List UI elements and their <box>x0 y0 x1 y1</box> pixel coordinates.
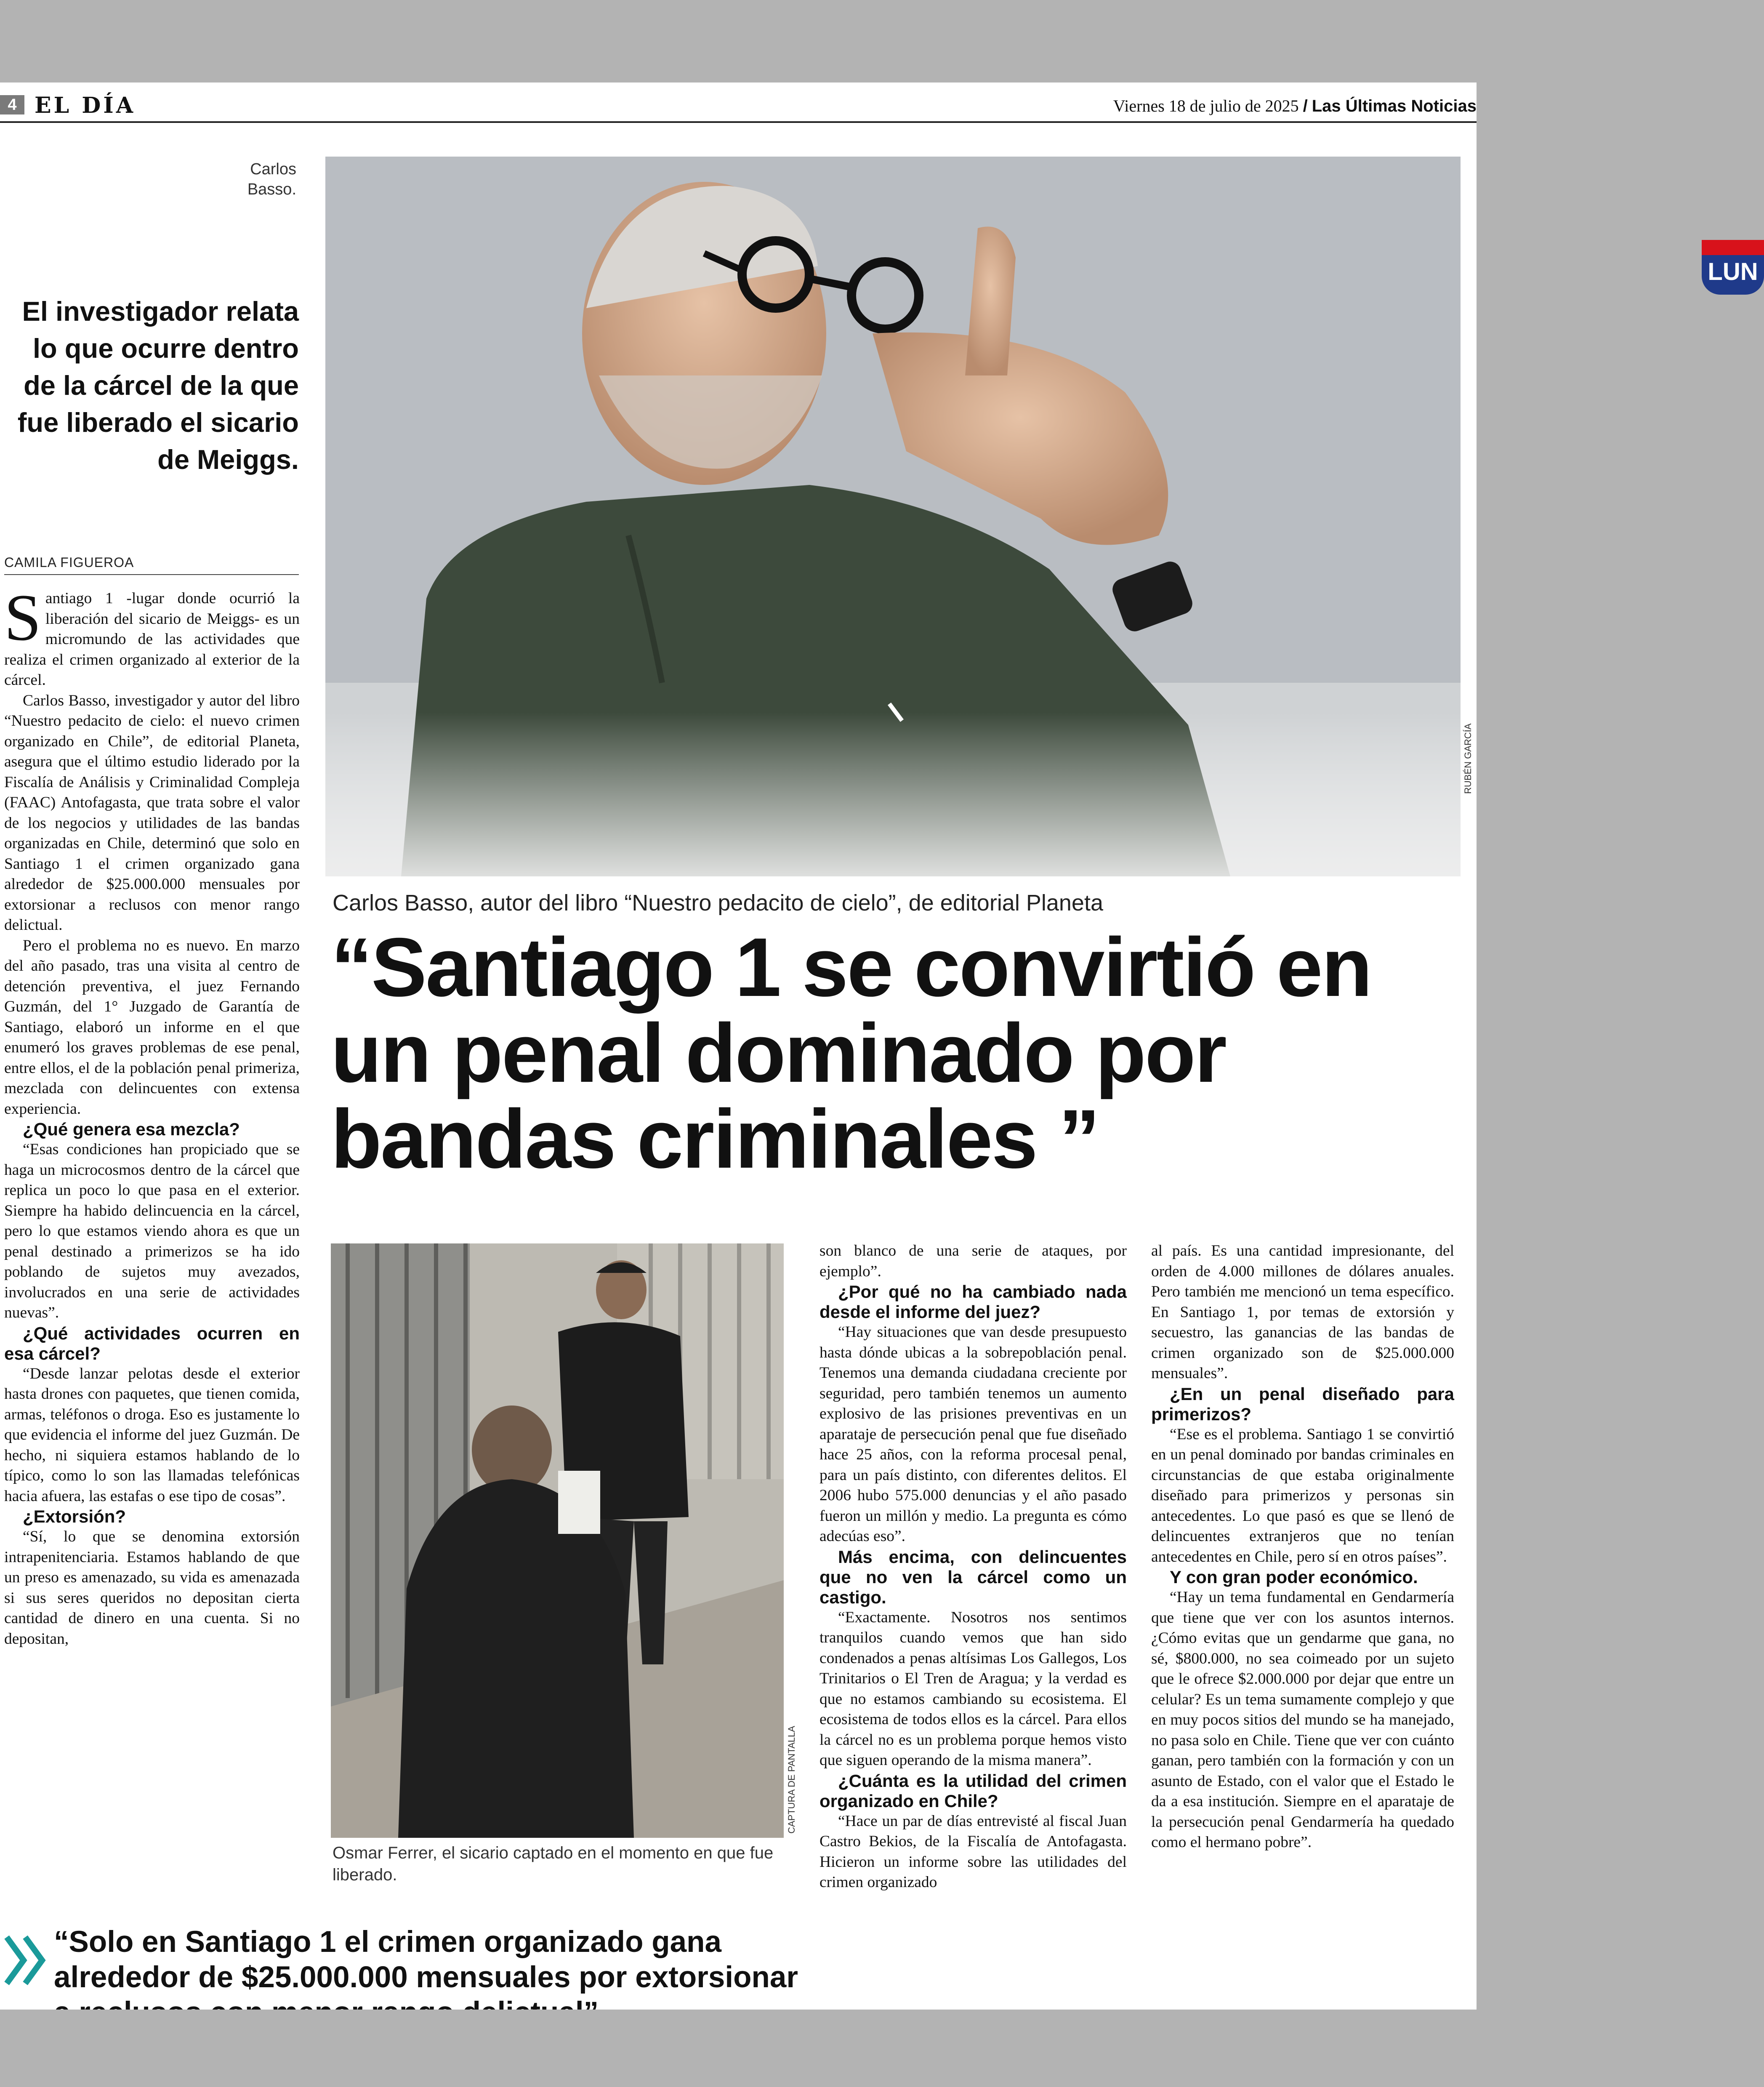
byline: CAMILA FIGUEROA <box>4 555 134 570</box>
photo-side-caption-line: Carlos <box>250 160 296 178</box>
main-photo-caption: Carlos Basso, autor del libro “Nuestro pedacito de cielo”, de editorial Planeta <box>333 890 1103 916</box>
article-deck: El investigador relata lo que ocurre dentro de la cárcel de la que fue liberado el sicario de Meiggs. <box>17 296 299 475</box>
photo-credit: RUBÉN GARCÍA <box>1463 723 1473 794</box>
photo-side-caption <box>210 159 296 200</box>
page-bottom-margin <box>0 2010 1477 2087</box>
interview-answer: “Desde lanzar pelotas desde el exterior hasta drones con paquetes, que tienen comida, armas, teléfonos o droga. Eso es justamente lo que evidencia el informe del juez Guzmán. De hecho, ni siquiera estamos hablando de lo típico, como lo son las llamadas telefónicas hacia afuera, las estafas o ese tipo de cosas”. <box>4 1365 300 1505</box>
interview-question: Y con gran poder económico. <box>1170 1567 1418 1587</box>
interview-question: ¿Qué actividades ocurren en esa cárcel? <box>4 1323 300 1363</box>
secondary-photo <box>331 1243 784 1838</box>
paragraph: Pero el problema no es nuevo. En marzo del año pasado, tras una visita al centro de detención preventiva, el juez Fernando Guzmán, del 1° Juzgado de Garantía de Santiago, elaboró un informe en el que enumeró los graves problemas de ese penal, entre ellos, el de la población penal primeriza, mezclada con delincuentes con extensa experiencia. <box>4 937 300 1118</box>
interview-question: ¿Cuánta es la utilidad del crimen organizado en Chile? <box>819 1770 1127 1811</box>
headline: “Santiago 1 se convirtió en un penal dominado por bandas criminales ” <box>331 921 1371 1185</box>
drop-cap: S <box>4 581 41 655</box>
interview-answer: “Hace un par de días entrevisté al fiscal Juan Castro Bekios, de la Fiscalía de Antofagasta. Hicieron un informe sobre las utilidades del crimen organizado <box>819 1812 1127 1891</box>
paragraph: Carlos Basso, investigador y autor del libro “Nuestro pedacito de cielo: el nuevo crimen organizado en Chile”, de editorial Planeta, asegura que el último estudio liderado por la Fiscalía de Análisis y Criminalidad Compleja (FAAC) Antofagasta, que trata sobre el valor de los negocios y utilidades de las bandas organizadas en Chile, determinó que solo en Santiago 1 el crimen organizado gana alrededor de $25.000.000 mensuales por extorsionar a reclusos con menor rango delictual. <box>4 692 300 934</box>
article-column-2 <box>819 1241 1127 1893</box>
interview-answer: son blanco de una serie de ataques, por ejemplo”. <box>819 1242 1127 1280</box>
article-column-1 <box>4 581 300 1649</box>
portrait-illustration <box>325 157 1461 876</box>
paragraph-text: antiago 1 -lugar donde ocurrió la liberación del sicario de Meiggs- es un micromundo de las actividades que realiza el crimen organizado al exterior de la cárcel. <box>4 590 300 689</box>
article-column-3 <box>1151 1241 1454 1853</box>
interview-question: Más encima, con delincuentes que no ven la cárcel como un castigo. <box>819 1547 1127 1607</box>
issue-date: Viernes 18 de julio de 2025 <box>1113 96 1299 115</box>
interview-question: ¿Qué genera esa mezcla? <box>23 1119 240 1139</box>
interview-question: ¿En un penal diseñado para primerizos? <box>1151 1384 1454 1424</box>
interview-answer: “Esas condiciones han propiciado que se haga un microcosmos dentro de la cárcel que replica un poco lo que pasa en el exterior. Siempre ha habido delincuencia en la cárcel, pero lo que estamos viendo ahora es que un penal destinado a primerizos se ha ido poblando de sujetos muy avezados, involucrados en una serie de actividades nuevas”. <box>4 1141 300 1321</box>
page-number: 4 <box>0 95 24 114</box>
paragraph <box>4 581 300 691</box>
interview-question: ¿Por qué no ha cambiado nada desde el informe del juez? <box>819 1282 1127 1322</box>
masthead-rule <box>0 121 1477 123</box>
interview-answer: “Hay un tema fundamental en Gendarmería que tiene que ver con los asuntos internos. ¿Cómo evitas que un gendarme que gana, no sé, $800.000, no sea coimeado por un sujeto que le ofrece $2.000.000 por dejar que entre un celular? Es un tema sumamente complejo y que en muy pocos sitios del mundo se ha manejado, no pasa solo en Chile. Tiene que ver con cuánto ganan, pero también con la formación y con un asunto de Estado, con el valor que el Estado le da a esa institución. Siempre en el aparataje de la persecución penal Gendarmería ha quedado como el hermano pobre”. <box>1151 1589 1454 1851</box>
interview-answer: “Sí, lo que se denomina extorsión intrapenitenciaria. Estamos hablando de que un preso es amenazado, su vida es amenazada si sus seres queridos no depositan cierta cantidad de dinero en una cuenta. Si no depositan, <box>4 1528 300 1648</box>
photo-credit: CAPTURA DE PANTALLA <box>786 1726 797 1834</box>
interview-answer: al país. Es una cantidad impresionante, del orden de 4.000 millones de dólares anuales. Pero también me mencionó un tema específico. En Santiago 1, por temas de extorsión y secuestro, las ganancias de las bandas de crimen organizado son de $25.000.000 mensuales”. <box>1151 1242 1454 1382</box>
interview-question: ¿Extorsión? <box>23 1507 126 1526</box>
section-title: EL DÍA <box>35 93 136 118</box>
pull-quote: “Solo en Santiago 1 el crimen organizado gana alrededor de $25.000.000 mensuales por extorsionar <box>54 1925 798 1994</box>
secondary-photo-caption: Osmar Ferrer, el sicario captado en el momento en que fue liberado. <box>333 1844 774 1884</box>
publication-name: Las Últimas Noticias <box>1312 97 1477 115</box>
dateline-separator: / <box>1303 97 1308 115</box>
interview-answer: “Hay situaciones que van desde presupuesto hasta dónde ubicas a la sobrepoblación penal. Tenemos una demanda ciudadana creciente por seguridad, pero también tenemos un aumento explosivo de las prisiones preventivas en un aparataje de persecución penal que fue diseñado hace 25 años, con la reforma procesal penal, para un país distinto, con diferentes delitos. El 2006 hubo 575.000 denuncias y el año pasado fueron un millón y medio. La pregunta es cómo adecúas eso”. <box>819 1323 1127 1545</box>
lun-logo-text: LUN <box>1708 258 1758 285</box>
interview-answer: “Exactamente. Nosotros nos sentimos tranquilos cuando vemos que han sido condenados a penas altísimas Los Gallegos, Los Trinitarios o El Tren de Aragua; y la verdad es que no estamos cambiando su ecosistema. El ecosistema de todos ellos es la cárcel. Para ellos la cárcel no es un problema porque hemos visto que siguen operando de la misma manera”. <box>819 1608 1127 1769</box>
dateline <box>1113 96 1477 116</box>
newspaper-page <box>0 83 1758 2010</box>
masthead <box>0 93 1477 118</box>
photo-side-caption-line: Basso. <box>247 181 296 198</box>
interview-answer: “Ese es el problema. Santiago 1 se convirtió en un penal dominado por bandas criminales en circunstancias de que estaba originalmente diseñado para primerizos y personas sin antecedentes. Lo que pasó es que se llenó de delincuentes extranjeros que no tenían antecedentes en Chile, pero sí en otros países”. <box>1151 1425 1454 1565</box>
lun-logo-icon <box>1702 240 1764 295</box>
double-chevron-icon <box>3 1933 50 1988</box>
prison-corridor-illustration <box>331 1243 784 1838</box>
byline-rule <box>4 574 299 575</box>
